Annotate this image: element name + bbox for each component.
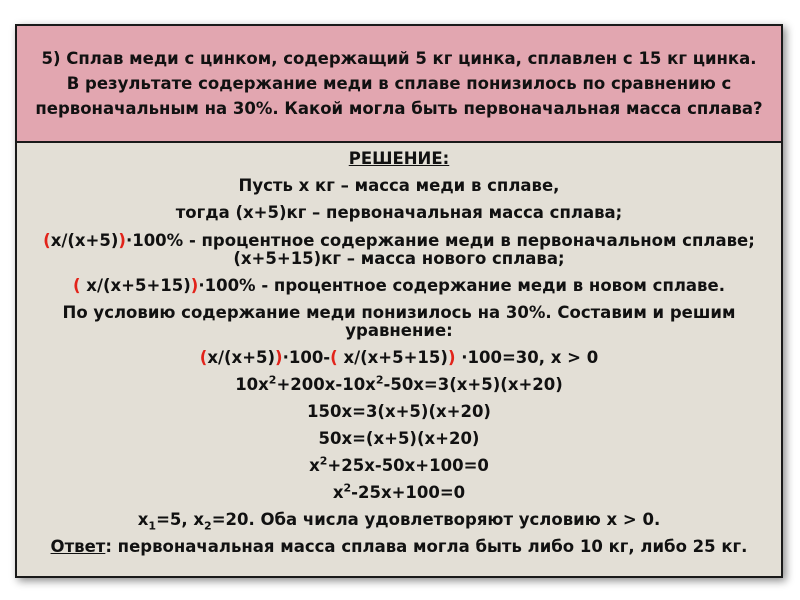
step-4	[17, 452, 781, 479]
equation-line	[17, 344, 781, 371]
answer-label: Ответ	[50, 537, 106, 556]
line-rest: ·100% - процентное содержание меди в первоначальном сплаве;	[125, 231, 755, 250]
paren-open: (	[73, 276, 81, 295]
step-part: х	[309, 456, 320, 475]
step-part: +200х-10х	[276, 375, 376, 394]
solution-line-1: Пусть х кг – масса меди в сплаве,	[238, 176, 560, 195]
equation-mid: ·100-	[282, 348, 331, 367]
solution-line-7: уравнение:	[345, 321, 453, 340]
step-part: +25х-50х+100=0	[327, 456, 489, 475]
superscript: 2	[375, 373, 384, 387]
solution-line-4: (х+5+15)кг – масса нового сплава;	[233, 249, 565, 268]
paren-open: (	[330, 348, 338, 367]
roots-line	[17, 506, 781, 533]
step-2: 150х=3(х+5)(х+20)	[307, 402, 491, 421]
slide-frame	[15, 24, 783, 578]
paren-close: )	[190, 276, 199, 295]
solution-heading: РЕШЕНИЕ:	[348, 149, 450, 168]
answer-text: : первоначальная масса сплава могла быть либо 10 кг, либо 25 кг.	[105, 537, 748, 556]
equation-rest: ·100=30, х > 0	[455, 348, 599, 367]
solution-line-2: тогда (х+5)кг – первоначальная масса сплава;	[175, 203, 623, 222]
step-5	[17, 479, 781, 506]
step-part: -50х=3(х+5)(х+20)	[383, 375, 563, 394]
superscript: 2	[343, 481, 352, 495]
fraction: х/(х+5+15)	[337, 348, 448, 367]
line-rest: ·100% - процентное содержание меди в новом сплаве.	[198, 276, 725, 295]
fraction: х/(х+5+15)	[80, 276, 191, 295]
paren-close: )	[118, 231, 126, 250]
paren-close: )	[447, 348, 456, 367]
solution-line-3	[17, 232, 781, 250]
paren-open: (	[43, 231, 51, 250]
fraction: х/(х+5)	[50, 231, 119, 250]
superscript: 2	[319, 454, 328, 468]
solution-line-6: По условию содержание меди понизилось на 30%. Составим и решим	[62, 303, 736, 322]
subscript: 2	[204, 519, 212, 533]
superscript: 2	[268, 373, 277, 387]
subscript: 1	[148, 519, 157, 533]
step-1	[17, 371, 781, 398]
solution-line-5	[17, 272, 781, 299]
step-part: =20. Оба числа удовлетворяют условию х > 0.	[211, 510, 661, 529]
paren-open: (	[199, 348, 208, 367]
step-3: 50х=(х+5)(х+20)	[318, 429, 480, 448]
problem-text: 5) Сплав меди с цинком, содержащий 5 кг цинка, сплавлен с 15 кг цинка. В результате содержание меди в сплаве понизилось по сравнению с первоначальным на 30%. Какой могла быть первоначальная масса сплава?	[35, 49, 763, 118]
step-part: 10х	[235, 375, 269, 394]
answer-line	[17, 533, 781, 560]
problem-statement	[17, 26, 781, 143]
paren-close: )	[275, 348, 283, 367]
solution-block	[17, 145, 781, 560]
fraction: х/(х+5)	[207, 348, 276, 367]
step-part: х	[137, 510, 149, 529]
step-part: -25х+100=0	[351, 483, 466, 502]
step-part: х	[332, 483, 344, 502]
step-part: =5, х	[156, 510, 205, 529]
